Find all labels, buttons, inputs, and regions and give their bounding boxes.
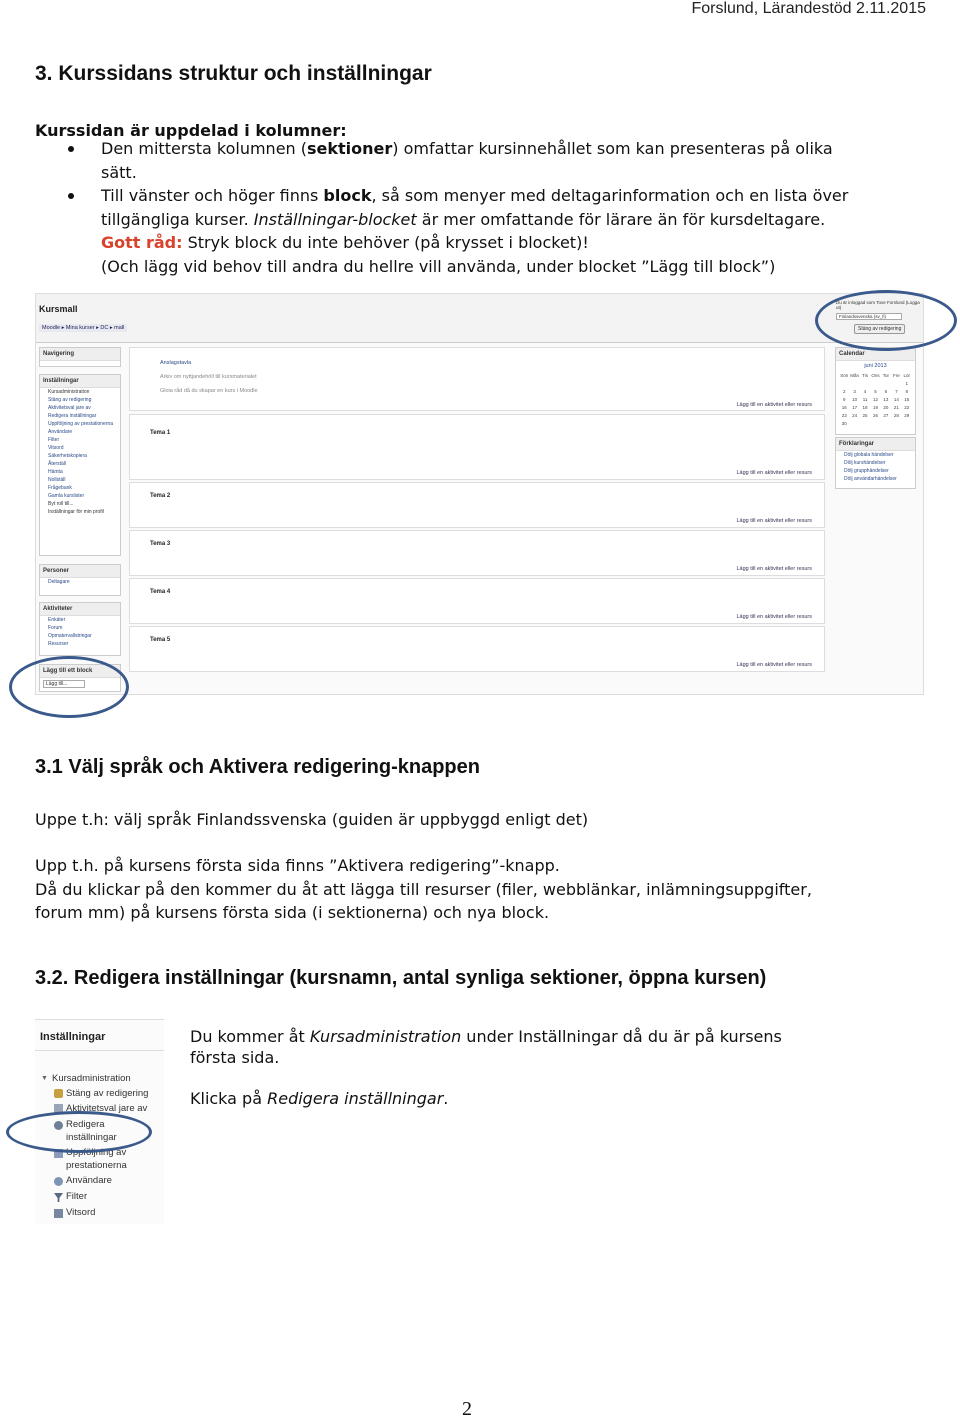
section-2: Tema 2 Lägg till en aktivitet eller resurs xyxy=(129,482,825,528)
calendar-day-header: Fre xyxy=(892,373,900,378)
calendar-date: 2 xyxy=(842,389,846,394)
edit-mode-button: Stäng av redigering xyxy=(854,324,905,334)
calendar-date: 22 xyxy=(904,405,910,410)
calendar-date: 15 xyxy=(904,397,910,402)
calendar-date xyxy=(849,421,859,426)
calendar-date: 8 xyxy=(905,389,909,394)
calendar-date: 9 xyxy=(842,397,846,402)
calendar-date: 29 xyxy=(904,413,910,418)
calendar-date xyxy=(881,421,891,426)
calendar-date xyxy=(839,381,849,386)
page-header: Forslund, Lärandestöd 2.11.2015 xyxy=(691,0,926,17)
expand-arrow-icon: ▼ xyxy=(41,1075,48,1082)
calendar-date: 30 xyxy=(841,421,847,426)
calendar-date: 19 xyxy=(872,405,878,410)
breadcrumb: Moodle ▸ Mina kurser ▸ DC ▸ mall xyxy=(39,324,127,332)
users-icon xyxy=(54,1177,63,1186)
calendar-date: 11 xyxy=(862,397,868,402)
calendar-day-header: Lör xyxy=(903,373,911,378)
calendar-date: 6 xyxy=(884,389,888,394)
course-page-screenshot xyxy=(35,293,924,695)
calendar-date: 3 xyxy=(853,389,856,394)
calendar-date: 5 xyxy=(874,389,877,394)
calendar-day-header: Ons xyxy=(871,373,880,378)
settings-heading: Inställningar xyxy=(40,1031,106,1043)
grades-icon xyxy=(54,1209,63,1218)
screenshot-header xyxy=(36,294,923,343)
calendar-date xyxy=(870,381,880,386)
calendar-date: 28 xyxy=(893,413,899,418)
page-number: 2 xyxy=(462,1398,472,1420)
calendar-block: Calendar juni 2013 Sön Mån Tis Ons Tor Fre Lör 1 2 3 4 5 6 7 8 9 10 11 12 13 14 15 16 17 18 19 20 21 22 23 24 25 26 27 28 29 30 xyxy=(835,347,916,435)
section-3-1-title: 3.1 Välj språk och Aktivera redigering-knappen xyxy=(35,756,480,778)
filter-icon xyxy=(54,1193,63,1202)
calendar-date xyxy=(860,421,870,426)
section-3-1-paragraph: Upp t.h. på kursens första sida finns ”Aktivera redigering”-knapp. Då du klickar på den kommer du åt att lägga till resurser (filer, webblänkar, inlämningsuppgifter, forum mm) på kursens första sida (i sektionerna) och nya block. xyxy=(35,856,812,922)
section-3-1-line1: Uppe t.h: välj språk Finlandssvenska (guiden är uppbyggd enligt det) xyxy=(35,810,589,829)
activities-block: Aktiviteter Enkäter Forum Opmatervallstringar Resurser xyxy=(39,602,121,656)
calendar-date: 1 xyxy=(905,381,909,386)
calendar-date: 17 xyxy=(852,405,858,410)
calendar-day-header: Tis xyxy=(862,373,868,378)
navigation-block: Navigering xyxy=(39,347,121,367)
add-block-block: Lägg till ett block Lägg till... xyxy=(39,664,121,692)
section-3-2-paragraph-2: Klicka på Redigera inställningar. xyxy=(190,1089,449,1108)
section-3: Tema 3 Lägg till en aktivitet eller resurs xyxy=(129,530,825,576)
calendar-date: 21 xyxy=(893,405,899,410)
highlight-circle-language xyxy=(815,290,957,351)
calendar-date xyxy=(881,381,891,386)
section-1: Tema 1 Lägg till en aktivitet eller resurs xyxy=(129,414,825,480)
calendar-date: 16 xyxy=(841,405,847,410)
legend-block: Förklaringar Dölj globala händelser Dölj kurshändelser Dölj grupphändelser Dölj användarhändelser xyxy=(835,437,916,489)
section-5: Tema 5 Lägg till en aktivitet eller resurs xyxy=(129,626,825,672)
calendar-date: 10 xyxy=(852,397,858,402)
highlight-circle-edit-settings xyxy=(6,1111,152,1153)
calendar-date: 14 xyxy=(893,397,899,402)
tip-label: Gott råd: xyxy=(101,233,183,252)
bullet-1: Den mittersta kolumnen (sektioner) omfattar kursinnehållet som kan presenteras på olika sätt. xyxy=(101,139,833,182)
calendar-date: 20 xyxy=(883,405,889,410)
calendar-date: 4 xyxy=(863,389,867,394)
bullet-2: Till vänster och höger finns block, så som menyer med deltagarinformation och en lista över tillgängliga kurser. Inställningar-blocket är mer omfattande för lärare än för kursdeltagare. Gott råd: Stryk block du inte behöver (på krysset i blocket)! (Och lägg vid behov till andra du hellre vill använda, under blocket ”Lägg till block”) xyxy=(101,186,849,276)
section-3-title: 3. Kurssidans struktur och inställningar xyxy=(35,62,432,85)
calendar-day-header: Tor xyxy=(882,373,890,378)
calendar-date: 12 xyxy=(872,397,878,402)
calendar-date xyxy=(891,381,901,386)
pencil-icon xyxy=(54,1089,63,1098)
calendar-date xyxy=(849,381,859,386)
persons-block: Personer Deltagare xyxy=(39,564,121,596)
calendar-date: 23 xyxy=(841,413,847,418)
calendar-date: 7 xyxy=(895,389,898,394)
section-4: Tema 4 Lägg till en aktivitet eller resurs xyxy=(129,578,825,624)
calendar-date: 18 xyxy=(862,405,868,410)
calendar-date: 26 xyxy=(872,413,878,418)
language-selector: Du är inloggad som Tove Forslund (Logga ut) Finlandssvenska (sv_fi) xyxy=(836,300,920,319)
calendar-day-header: Mån xyxy=(850,373,860,378)
section-3-2-title: 3.2. Redigera inställningar (kursnamn, antal synliga sektioner, öppna kursen) xyxy=(35,967,767,989)
section-3-2-paragraph-1: Du kommer åt Kursadministration under Inställningar då du är på kursens första sida. xyxy=(190,1027,782,1067)
calendar-date xyxy=(902,421,912,426)
calendar-date xyxy=(860,381,870,386)
bullet-dot xyxy=(68,146,74,152)
calendar-date: 24 xyxy=(852,413,858,418)
highlight-circle-add-block xyxy=(9,656,129,718)
calendar-date: 27 xyxy=(883,413,889,418)
settings-screenshot: Inställningar ▼ Kursadministration Stäng av redigering Aktivitetsval jare av Redigera inställningar Uppföljning av prestationerna Användare Filter Vitsord xyxy=(35,1019,164,1224)
section-0: Anslagstavla Arkiv om nyttjandehöll till kursmaterialet Gloia råd då du skapar en kurs i Moodle Lägg till en aktivitet eller resurs xyxy=(129,347,825,411)
calendar-date: 25 xyxy=(862,413,868,418)
site-title: Kursmall xyxy=(39,304,78,314)
calendar-date xyxy=(870,421,880,426)
calendar-date xyxy=(891,421,901,426)
intro-label: Kurssidan är uppdelad i kolumner: xyxy=(35,121,347,140)
calendar-day-header: Sön xyxy=(840,373,849,378)
settings-block: Inställningar Kursadministration Stäng av redigering Aktivitetsval jare av Redigera inställningar Uppföljning av prestationerna Användare Filter Vitsord Säkerhetskopiera Återställ Hämta Nollställ Frågebank Gamla kurslister Byt roll till... Inställningar för min profil xyxy=(39,374,121,556)
calendar-date: 13 xyxy=(883,397,889,402)
calendar-grid xyxy=(836,371,915,428)
bullet-dot xyxy=(68,193,74,199)
